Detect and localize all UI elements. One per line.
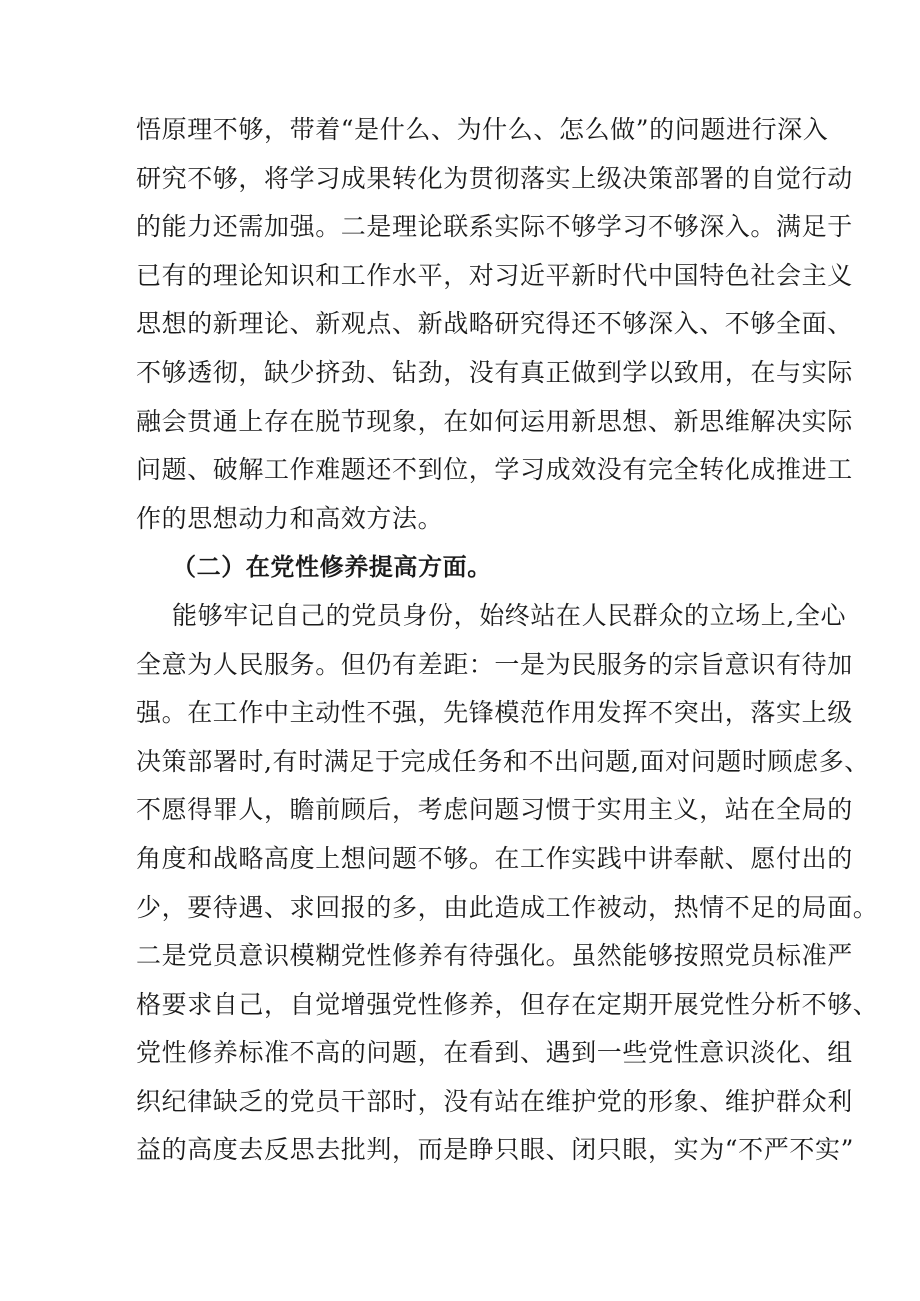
paragraph-line: 能够牢记自己的党员身份，始终站在人民群众的立场上,全心 — [172, 600, 847, 630]
paragraph-line: 织纪律缺乏的党员干部时，没有站在维护党的形象、维护群众利 — [136, 1086, 853, 1116]
paragraph-line: 全意为人民服务。但仍有差距：一是为民服务的宗旨意识有待加 — [136, 649, 853, 679]
paragraph-line: 作的思想动力和高效方法。 — [136, 503, 444, 533]
paragraph-line: 党性修养标准不高的问题，在看到、遇到一些党性意识淡化、组 — [136, 1038, 853, 1068]
paragraph-line: 二是党员意识模糊党性修养有待强化。虽然能够按照党员标准严 — [136, 941, 853, 971]
document-body — [136, 106, 879, 1175]
paragraph-line: 格要求自己，自觉增强党性修养，但存在定期开展党性分析不够、 — [136, 989, 879, 1019]
paragraph-line: 强。在工作中主动性不强，先锋模范作用发挥不突出，落实上级 — [136, 698, 853, 728]
paragraph-line: 的能力还需加强。二是理论联系实际不够学习不够深入。满足于 — [136, 212, 853, 242]
paragraph-line: 思想的新理论、新观点、新战略研究得还不够深入、不够全面、 — [136, 309, 853, 339]
paragraph-line: 已有的理论知识和工作水平，对习近平新时代中国特色社会主义 — [136, 260, 853, 290]
paragraph-line: 不愿得罪人，瞻前顾后，考虑问题习惯于实用主义，站在全局的 — [136, 795, 853, 825]
paragraph-line: 悟原理不够，带着“是什么、为什么、怎么做”的问题进行深入 — [136, 115, 829, 144]
paragraph-line: 少，要待遇、求回报的多，由此造成工作被动，热情不足的局面。 — [136, 892, 879, 922]
paragraph-line: 角度和战略高度上想问题不够。在工作实践中讲奉献、愿付出的 — [136, 843, 853, 873]
paragraph-line: 不够透彻，缺少挤劲、钻劲，没有真正做到学以致用，在与实际 — [136, 357, 853, 387]
paragraph-line: 决策部署时,有时满足于完成任务和不出问题,面对问题时顾虑多、 — [136, 746, 870, 776]
paragraph-line: 研究不够，将学习成果转化为贯彻落实上级决策部署的自觉行动 — [136, 163, 853, 193]
paragraph-line: 融会贯通上存在脱节现象，在如何运用新思想、新思维解决实际 — [136, 406, 853, 436]
paragraph-line: 问题、破解工作难题还不到位，学习成效没有完全转化成推进工 — [136, 455, 853, 485]
section-heading: （二）在党性修养提高方面。 — [172, 553, 492, 582]
paragraph-line: 益的高度去反思去批判，而是睁只眼、闭只眼，实为“不严不实” — [136, 1135, 854, 1165]
